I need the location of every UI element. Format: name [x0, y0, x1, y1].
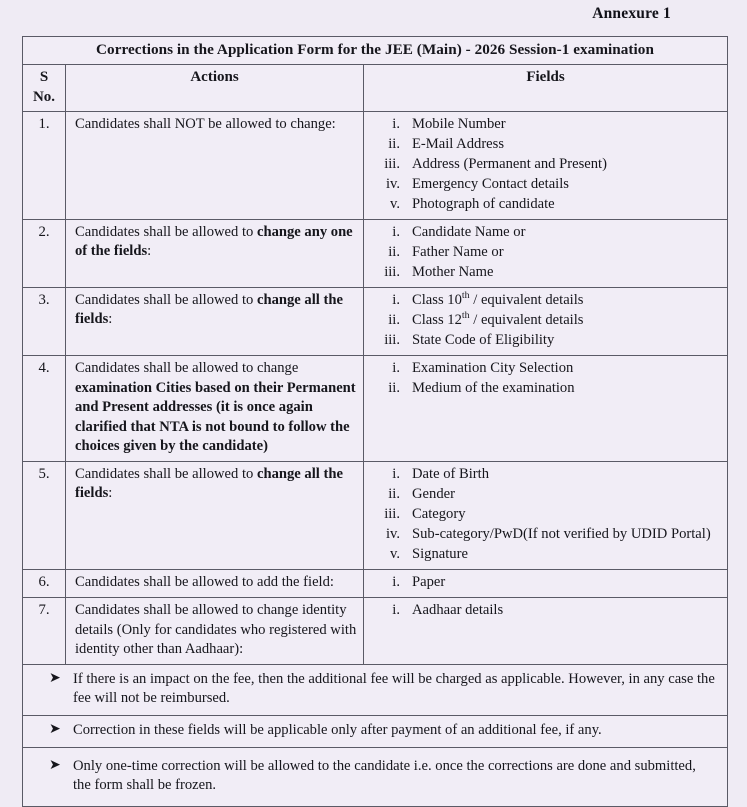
row-fields [364, 598, 728, 665]
action-text: Candidates shall be allowed to [75, 291, 257, 308]
note-item [23, 721, 717, 741]
note-cell [23, 747, 728, 806]
row-action [66, 356, 364, 462]
list-marker: iii. [384, 155, 400, 172]
fields-list [370, 573, 721, 593]
list-item [370, 359, 721, 379]
note-row [23, 664, 728, 715]
table-row [23, 461, 728, 569]
corrections-table [22, 36, 728, 807]
note-item [23, 757, 717, 796]
list-text: Paper [412, 574, 446, 591]
list-text: Signature [412, 545, 468, 562]
list-marker: ii. [388, 311, 400, 328]
table-row [23, 219, 728, 287]
list-item [370, 545, 721, 565]
list-item [370, 311, 721, 331]
list-item [370, 135, 721, 155]
table-title: Corrections in the Application Form for the JEE (Main) - 2026 Session-1 examination [23, 37, 728, 65]
row-action [66, 461, 364, 569]
list-text-prefix: Class 10 [412, 291, 462, 308]
corrections-table-wrapper [22, 36, 728, 807]
action-emphasis: change any one of the fields [75, 223, 353, 260]
list-marker: i. [392, 115, 400, 132]
action-suffix: : [108, 311, 113, 328]
list-text: Mother Name [412, 263, 494, 280]
column-header-fields: Fields [364, 65, 728, 111]
list-text: Medium of the examination [412, 380, 575, 397]
action-emphasis: change all the fields [75, 465, 343, 502]
action-text: Candidates shall be allowed to change [75, 360, 299, 377]
fields-list [370, 223, 721, 283]
fields-list [370, 601, 721, 621]
column-header-actions: Actions [66, 65, 364, 111]
note-cell [23, 716, 728, 748]
table-row [23, 111, 728, 219]
list-text: Category [412, 505, 466, 522]
list-text: E-Mail Address [412, 135, 505, 152]
row-sno: 5. [23, 461, 66, 569]
column-header-sno: S No. [23, 65, 66, 111]
row-fields [364, 356, 728, 462]
list-text: Sub-category/PwD(If not verified by UDID Portal) [412, 525, 711, 542]
fields-list [370, 115, 721, 215]
action-text: Candidates shall be allowed to [75, 223, 257, 240]
row-fields [364, 111, 728, 219]
row-sno: 7. [23, 598, 66, 665]
note-row [23, 747, 728, 806]
list-text: Gender [412, 485, 455, 502]
superscript-ordinal: th [461, 310, 470, 322]
row-fields [364, 287, 728, 355]
list-marker: i. [392, 360, 400, 377]
list-marker: i. [392, 465, 400, 482]
row-fields [364, 570, 728, 598]
list-marker: ii. [388, 485, 400, 502]
note-item [23, 670, 717, 709]
list-item [370, 175, 721, 195]
list-text: Emergency Contact details [412, 175, 569, 192]
fields-list [370, 465, 721, 565]
list-text: Candidate Name or [412, 223, 526, 240]
arrow-bullet-icon: ➤ [49, 721, 61, 738]
table-row [23, 287, 728, 355]
arrow-bullet-icon: ➤ [49, 669, 61, 686]
table-row [23, 598, 728, 665]
list-text: Date of Birth [412, 465, 490, 482]
row-action [66, 287, 364, 355]
list-item [370, 331, 721, 351]
list-item [370, 465, 721, 485]
note-text: Only one-time correction will be allowed to the candidate i.e. once the corrections are done and submitted, the form shall be frozen. [73, 757, 696, 794]
list-marker: i. [392, 291, 400, 308]
list-marker: i. [392, 223, 400, 240]
list-marker: v. [390, 545, 400, 562]
note-text: If there is an impact on the fee, then the additional fee will be charged as applicable. However, in any case the fee will not be reimbursed. [73, 670, 715, 707]
note-cell [23, 664, 728, 715]
action-text: Candidates shall be allowed to change identity details (Only for candidates who registered with identity other than Aadhaar): [75, 602, 357, 658]
note-text: Correction in these fields will be applicable only after payment of an additional fee, if any. [73, 722, 602, 739]
list-marker: v. [390, 195, 400, 212]
row-sno: 2. [23, 219, 66, 287]
list-marker: iv. [385, 175, 400, 192]
list-item [370, 505, 721, 525]
list-marker: ii. [388, 243, 400, 260]
action-text: Candidates shall NOT be allowed to change: [75, 115, 336, 132]
annexure-label: Annexure 1 [592, 5, 671, 22]
list-item [370, 155, 721, 175]
list-marker: iv. [385, 525, 400, 542]
row-action [66, 111, 364, 219]
fields-list [370, 291, 721, 351]
arrow-bullet-icon: ➤ [49, 756, 61, 773]
list-text-suffix: / equivalent details [469, 291, 584, 308]
list-text-prefix: Class 12 [412, 311, 462, 328]
list-text: Photograph of candidate [412, 195, 555, 212]
table-header-row [23, 65, 728, 111]
list-item [370, 573, 721, 593]
row-sno: 4. [23, 356, 66, 462]
list-text: Mobile Number [412, 115, 506, 132]
list-text: Address (Permanent and Present) [412, 155, 607, 172]
list-marker: iii. [384, 505, 400, 522]
action-suffix: : [108, 485, 113, 502]
table-row [23, 356, 728, 462]
action-text: Candidates shall be allowed to add the field: [75, 574, 334, 591]
table-title-row [23, 37, 728, 65]
superscript-ordinal: th [461, 290, 470, 302]
row-sno: 6. [23, 570, 66, 598]
list-marker: i. [392, 602, 400, 619]
list-marker: iii. [384, 332, 400, 349]
list-item [370, 379, 721, 399]
row-sno: 3. [23, 287, 66, 355]
list-item [370, 115, 721, 135]
list-text: Aadhaar details [412, 602, 504, 619]
list-item [370, 243, 721, 263]
list-item [370, 195, 721, 215]
list-text-suffix: / equivalent details [469, 311, 584, 328]
row-action [66, 598, 364, 665]
list-text: State Code of Eligibility [412, 332, 555, 349]
row-action [66, 219, 364, 287]
list-item [370, 223, 721, 243]
action-emphasis: change all the fields [75, 291, 343, 328]
note-row [23, 716, 728, 748]
row-fields [364, 461, 728, 569]
list-marker: ii. [388, 135, 400, 152]
list-item [370, 263, 721, 283]
row-fields [364, 219, 728, 287]
action-emphasis: examination Cities based on their Permanent and Present addresses (it is once again clarified that NTA is not bound to follow the choices given by the candidate) [75, 379, 356, 455]
list-marker: i. [392, 574, 400, 591]
table-row [23, 570, 728, 598]
list-text: Father Name or [412, 243, 504, 260]
fields-list [370, 359, 721, 399]
row-action [66, 570, 364, 598]
list-marker: iii. [384, 263, 400, 280]
list-marker: ii. [388, 380, 400, 397]
action-suffix: : [147, 243, 152, 260]
list-item [370, 601, 721, 621]
row-sno: 1. [23, 111, 66, 219]
list-text: Examination City Selection [412, 360, 574, 377]
action-text: Candidates shall be allowed to [75, 465, 257, 482]
list-item [370, 525, 721, 545]
list-item [370, 485, 721, 505]
list-item [370, 291, 721, 311]
